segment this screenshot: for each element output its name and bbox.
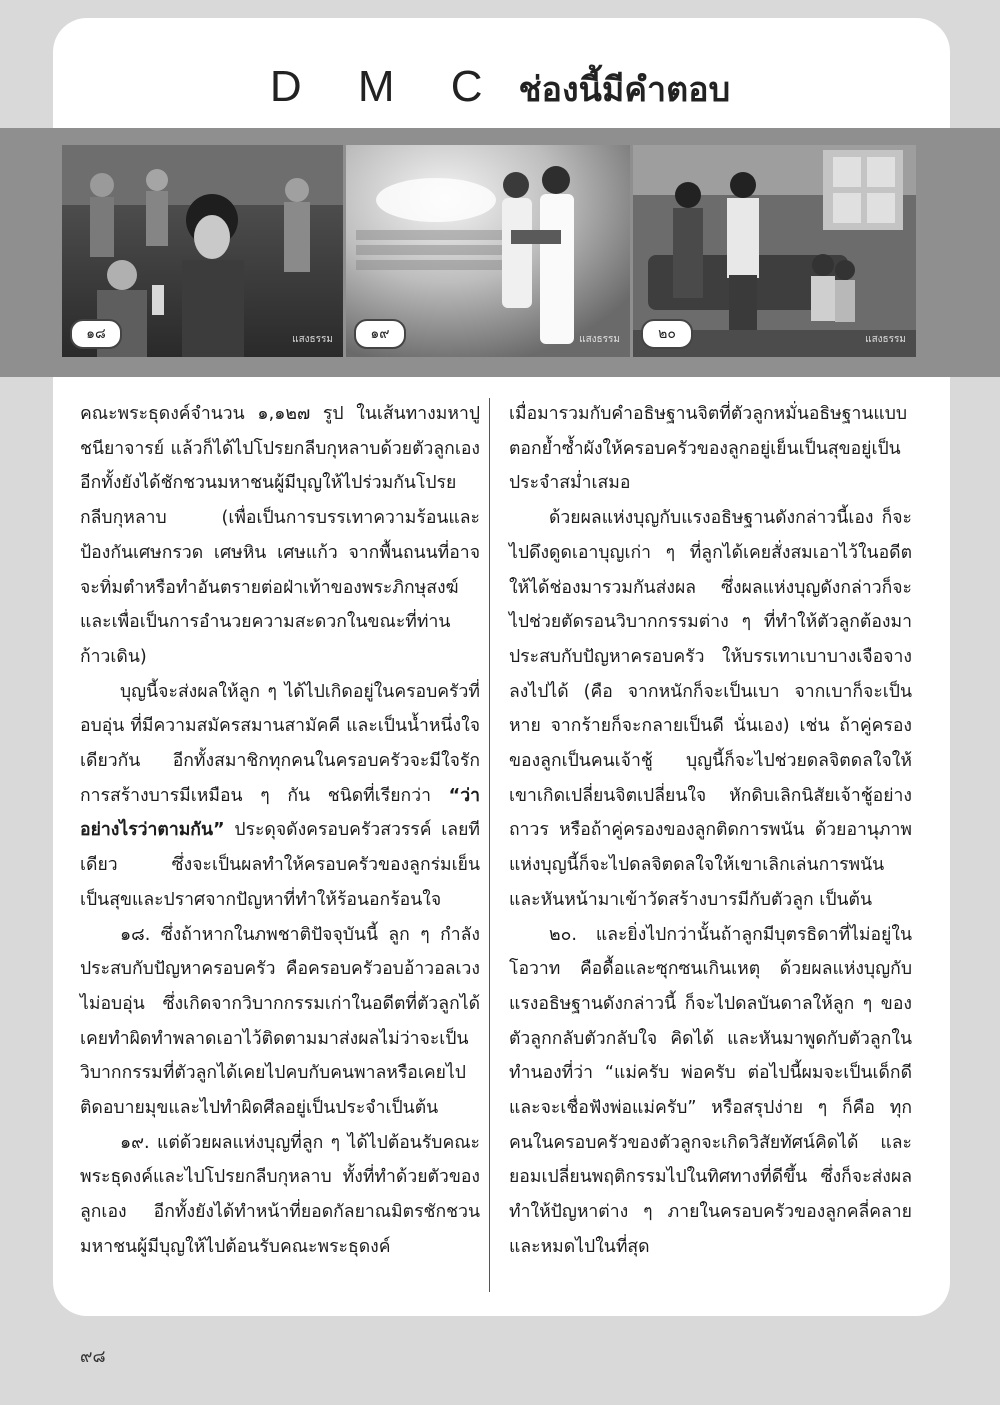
right-paragraph-2: ด้วยผลแห่งบุญกับแรงอธิษฐานดังกล่าวนี้เอง ก็จะไปดึงดูดเอาบุญเก่า ๆ ที่ลูกได้เคยสั่งสมเอาไว้ในอดีต ให้ได้ช่องมารวมกันส่งผล ซึ่งผลแห่งบุญดังกล่าวก็จะไปช่วยตัดรอนวิบากกรรมต่าง ๆ ที่ทำให้ตัวลูกต้องมาประสบกับปัญหาครอบครัว ให้บรรเทาเบาบางเจือจางลงไปได้ (คือ จากหนักก็จะเป็นเบา จากเบาก็จะเป็นหาย จากร้ายก็จะกลายเป็นดี นั่นเอง) เช่น ถ้าคู่ครองของลูกเป็นคนเจ้าชู้ บุญนี้ก็จะไปช่วยดลจิตดลใจให้เขาเกิดเปลี่ยนจิตเปลี่ยนใจ หักดิบเลิกนิสัยเจ้าชู้อย่างถาวร หรือถ้าคู่ครองของลูกติดการพนัน ด้วยอานุภาพแห่งบุญนี้ก็จะไปดลจิตดลใจให้เขาเลิกเล่นการพนัน และหันหน้ามาเข้าวัดสร้างบารมีกับตัวลูก เป็นต้น: [509, 508, 912, 910]
photo-19-number: ๑๙: [354, 319, 406, 349]
title-latin: D M C: [269, 62, 505, 111]
photo-20-number: ๒๐: [641, 319, 693, 349]
left-paragraph-2-emphasis: “ว่าอย่างไรว่าตามกัน”: [80, 785, 480, 841]
photo-19: [346, 145, 630, 357]
photo-18: [62, 145, 343, 357]
right-column: [509, 397, 912, 1265]
photo-18-logo: แสงธรรม: [292, 334, 333, 345]
page-number: ๙๘: [80, 1347, 106, 1367]
left-paragraph-3: ๑๘. ซึ่งถ้าหากในภพชาติปัจจุบันนี้ ลูก ๆ กำลังประสบกับปัญหาครอบครัว คือครอบครัวอบอ้าวอลเวง ไม่อบอุ่น ซึ่งเกิดจากวิบากกรรมเก่าในอดีตที่ตัวลูกได้เคยทำผิดทำพลาดเอาไว้ติดตามมาส่งผลไม่ว่าจะเป็นวิบากกรรมที่ตัวลูกได้เคยไปคบกับคนพาลหรือเคยไปติดอบายมุขและไปทำผิดศีลอยู่เป็นประจำเป็นต้น: [80, 924, 480, 1119]
photo-20-logo: แสงธรรม: [865, 334, 906, 345]
photo-20: [633, 145, 916, 357]
photo-19-logo: แสงธรรม: [579, 334, 620, 345]
left-paragraph-1: คณะพระธุดงค์จำนวน ๑,๑๒๗ รูป ในเส้นทางมหาปูชนียาจารย์ แล้วก็ได้ไปโปรยกลีบกุหลาบด้วยตัวลูกเอง อีกทั้งยังได้ชักชวนมหาชนผู้มีบุญให้ไปร่วมกันโปรยกลีบกุหลาบ (เพื่อเป็นการบรรเทาความร้อนและป้องกันเศษกรวด เศษหิน เศษแก้ว จากพื้นถนนที่อาจจะทิ่มตำหรือทำอันตรายต่อฝ่าเท้าของพระภิกษุสงฆ์ และเพื่อเป็นการอำนวยความสะดวกในขณะที่ท่านก้าวเดิน): [80, 404, 480, 667]
left-column: [80, 397, 480, 1265]
photo-18-number: ๑๘: [70, 319, 122, 349]
column-divider: [489, 398, 490, 1292]
title-thai: ช่องนี้มีคำตอบ: [518, 70, 731, 110]
left-paragraph-2: [80, 675, 480, 918]
right-paragraph-1: เมื่อมารวมกับคำอธิษฐานจิตที่ตัวลูกหมั่นอธิษฐานแบบตอกย้ำซ้ำผังให้ครอบครัวของลูกอยู่เย็นเป็นสุขอยู่เป็นประจำสม่ำเสมอ: [509, 404, 908, 494]
right-paragraph-3: ๒๐. และยิ่งไปกว่านั้นถ้าลูกมีบุตรธิดาที่ไม่อยู่ในโอวาท คือดื้อและซุกซนเกินเหตุ ด้วยผลแห่งบุญกับแรงอธิษฐานดังกล่าวนี้ ก็จะไปดลบันดาลให้ลูก ๆ ของตัวลูกกลับตัวกลับใจ คิดได้ และหันมาพูดกับตัวลูกในทำนองที่ว่า “แม่ครับ พ่อครับ ต่อไปนี้ผมจะเป็นเด็กดีและจะเชื่อฟังพ่อแม่ครับ” หรือสรุปง่าย ๆ ก็คือ ทุกคนในครอบครัวของตัวลูกจะเกิดวิสัยทัศน์คิดได้ และยอมเปลี่ยนพฤติกรรมไปในทิศทางที่ดีขึ้น ซึ่งก็จะส่งผลทำให้ปัญหาต่าง ๆ ภายในครอบครัวของลูกคลี่คลายและหมดไปในที่สุด: [509, 924, 912, 1257]
left-paragraph-4: ๑๙. แต่ด้วยผลแห่งบุญที่ลูก ๆ ได้ไปต้อนรับคณะพระธุดงค์และไปโปรยกลีบกุหลาบ ทั้งที่ทำด้วยตัวของลูกเอง อีกทั้งยังได้ทำหน้าที่ยอดกัลยาณมิตรชักชวนมหาชนผู้มีบุญให้ไปต้อนรับคณะพระธุดงค์: [80, 1132, 480, 1257]
left-paragraph-2-end: ประดุจดังครอบครัวสวรรค์ เลยทีเดียว ซึ่งจะเป็นผลทำให้ครอบครัวของลูกร่มเย็นเป็นสุขและปราศจากปัญหาที่ทำให้ร้อนอกร้อนใจ: [80, 820, 480, 910]
page-title: [0, 52, 1000, 122]
left-paragraph-2-start: บุญนี้จะส่งผลให้ลูก ๆ ได้ไปเกิดอยู่ในครอบครัวที่อบอุ่น ที่มีความสมัครสมานสามัคคี และเป็นน้ำหนึ่งใจเดียวกัน อีกทั้งสมาชิกทุกคนในครอบครัวจะมีใจรักการสร้างบารมีเหมือน ๆ กัน ชนิดที่เรียกว่า: [80, 681, 480, 806]
